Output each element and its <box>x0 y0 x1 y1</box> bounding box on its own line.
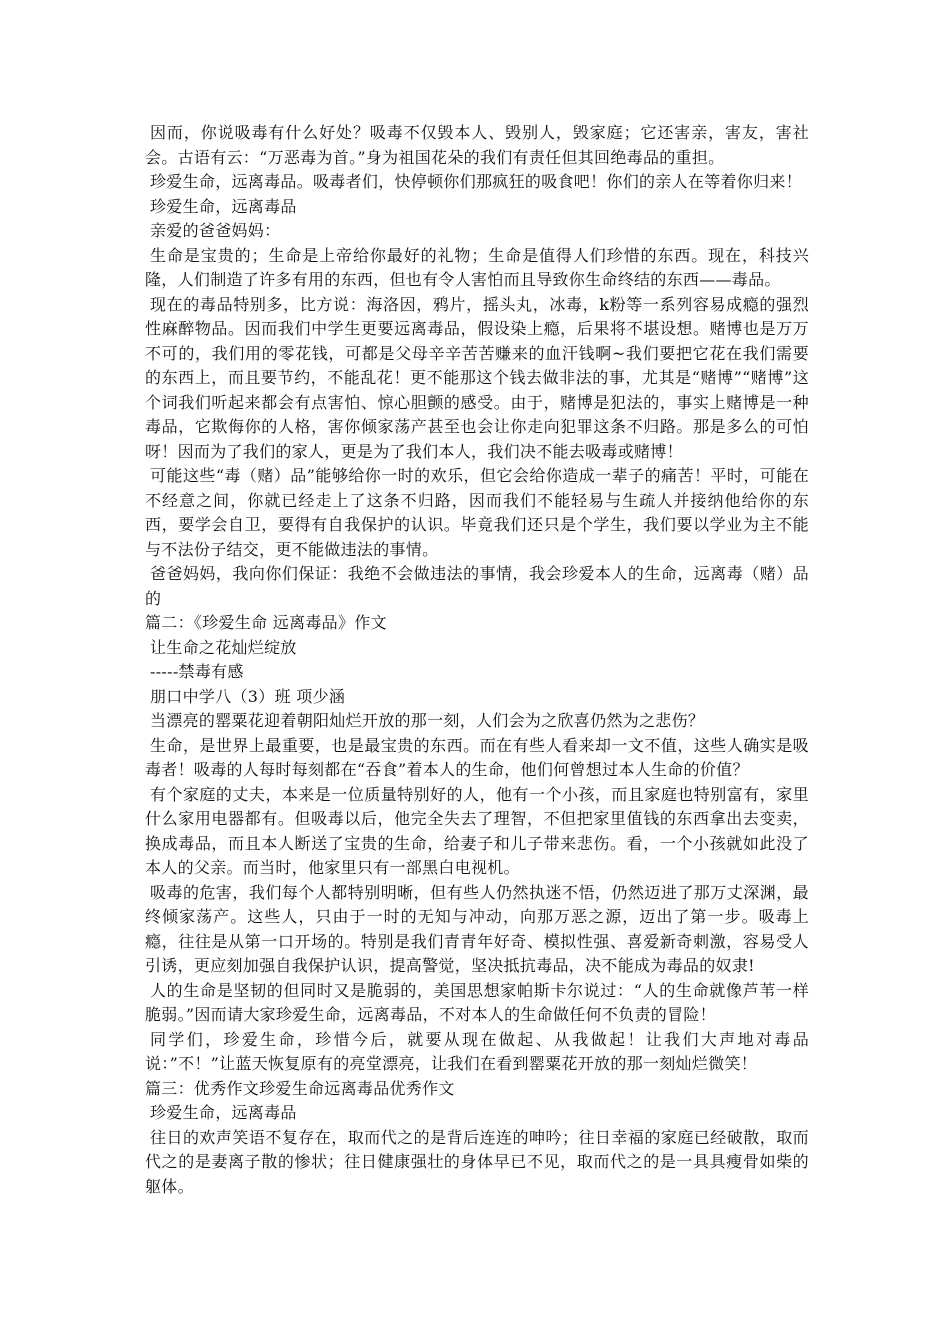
essay-title: 珍爱生命，远离毒品 <box>150 1103 297 1122</box>
paragraph: 生命是宝贵的；生命是上帝给你最好的礼物；生命是值得人们珍惜的东西。现在，科技兴隆，人们制造了许多有用的东西，但也有令人害怕而且导致你生命终结的东西——毒品。 <box>145 245 809 289</box>
paragraph: 因而，你说吸毒有什么好处？吸毒不仅毁本人、毁别人，毁家庭；它还害亲，害友，害社会。古语有云：“万恶毒为首。”身为祖国花朵的我们有责任但其回绝毒品的重担。 <box>145 123 809 167</box>
section-title: 篇三：优秀作文珍爱生命远离毒品优秀作文 <box>145 1078 455 1098</box>
paragraph: 珍爱生命，远离毒品。吸毒者们，快停顿你们那疯狂的吸食吧！你们的亲人在等着你归来！ <box>150 172 803 191</box>
document-body <box>145 121 809 1199</box>
paragraph: 爸爸妈妈，我向你们保证：我绝不会做违法的事情，我会珍爱本人的生命，远离毒（赌）品的 <box>145 564 809 608</box>
paragraph: 当漂亮的罂粟花迎着朝阳灿烂开放的那一刻，人们会为之欣喜仍然为之悲伤？ <box>150 711 705 730</box>
paragraph: 吸毒的危害，我们每个人都特别明晰，但有些人仍然执迷不悟，仍然迈进了那万丈深渊，最终倾家荡产。这些人，只由于一时的无知与冲动，向那万恶之源，迈出了第一步。吸毒上瘾，往往是从第一口开场的。特别是我们青青年好奇、模拟性强、喜爱新奇刺激，容易受人引诱，更应刻加强自我保护认识，提高警觉，坚决抵抗毒品，决不能成为毒品的奴隶! <box>145 882 809 975</box>
paragraph: 人的生命是坚韧的但同时又是脆弱的，美国思想家帕斯卡尔说过：“人的生命就像芦苇一样脆弱。”因而请大家珍爱生命，远离毒品，不对本人的生命做任何不负责的冒险！ <box>145 980 809 1024</box>
paragraph: 现在的毒品特别多，比方说：海洛因，鸦片，摇头丸，冰毒，k粉等一系列容易成瘾的强烈性麻醉物品。因而我们中学生更要远离毒品，假设染上瘾，后果将不堪设想。赌博也是万万不可的，我们用的零花钱，可都是父母辛辛苦苦赚来的血汗钱啊~我们要把它花在我们需要的东西上，而且要节约，不能乱花！更不能那这个钱去做非法的事，尤其是“赌博”“赌博”这个词我们听起来都会有点害怕、惊心胆颤的感受。由于，赌博是犯法的，事实上赌博是一种毒品，它欺侮你的人格，害你倾家荡产甚至也会让你走向犯罪这条不归路。那是多么的可怕呀！因而为了我们的家人，更是为了我们本人，我们决不能去吸毒或赌博！ <box>145 294 809 461</box>
paragraph: 生命，是世界上最重要，也是最宝贵的东西。而在有些人看来却一文不值，这些人确实是吸毒者！吸毒的人每时每刻都在“吞食”着本人的生命，他们何曾想过本人生命的价值？ <box>145 735 809 779</box>
paragraph-heading: 珍爱生命，远离毒品 <box>150 196 297 216</box>
paragraph: 可能这些“毒（赌）品”能够给你一时的欢乐，但它会给你造成一辈子的痛苦！平时，可能在不经意之间，你就已经走上了这条不归路，因而我们不能轻易与生疏人并接纳他给你的东西，要学会自卫，要得有自我保护的认识。毕竟我们还只是个学生，我们要以学业为主不能与不法份子结交，更不能做违法的事情。 <box>145 466 809 559</box>
section-title: 篇二：《珍爱生命 远离毒品》作文 <box>145 613 387 632</box>
essay-title: 让生命之花灿烂绽放 <box>150 637 297 657</box>
essay-subtitle: -----禁毒有感 <box>150 662 244 681</box>
paragraph: 有个家庭的丈夫，本来是一位质量特别好的人，他有一个小孩，而且家庭也特别富有，家里什么家用电器都有。但吸毒以后，他完全失去了理智，不但把家里值钱的东西拿出去变卖，换成毒品，而且本人断送了宝贵的生命，给妻子和儿子带来悲伤。看，一个小孩就如此没了本人的父亲。而当时，他家里只有一部黑白电视机。 <box>145 784 809 877</box>
paragraph: 同学们，珍爱生命，珍惜今后，就要从现在做起、从我做起！让我们大声地对毒品说：”不！”让蓝天恢复原有的亮堂漂亮，让我们在看到罂粟花开放的那一刻灿烂微笑！ <box>145 1029 809 1073</box>
paragraph: 往日的欢声笑语不复存在，取而代之的是背后连连的呻吟；往日幸福的家庭已经破散，取而代之的是妻离子散的惨状；往日健康强壮的身体早已不见，取而代之的是一具具瘦骨如柴的躯体。 <box>145 1127 809 1196</box>
paragraph-salutation: 亲爱的爸爸妈妈： <box>150 221 281 240</box>
author-line: 朋口中学八（3）班 项少涵 <box>150 686 346 706</box>
